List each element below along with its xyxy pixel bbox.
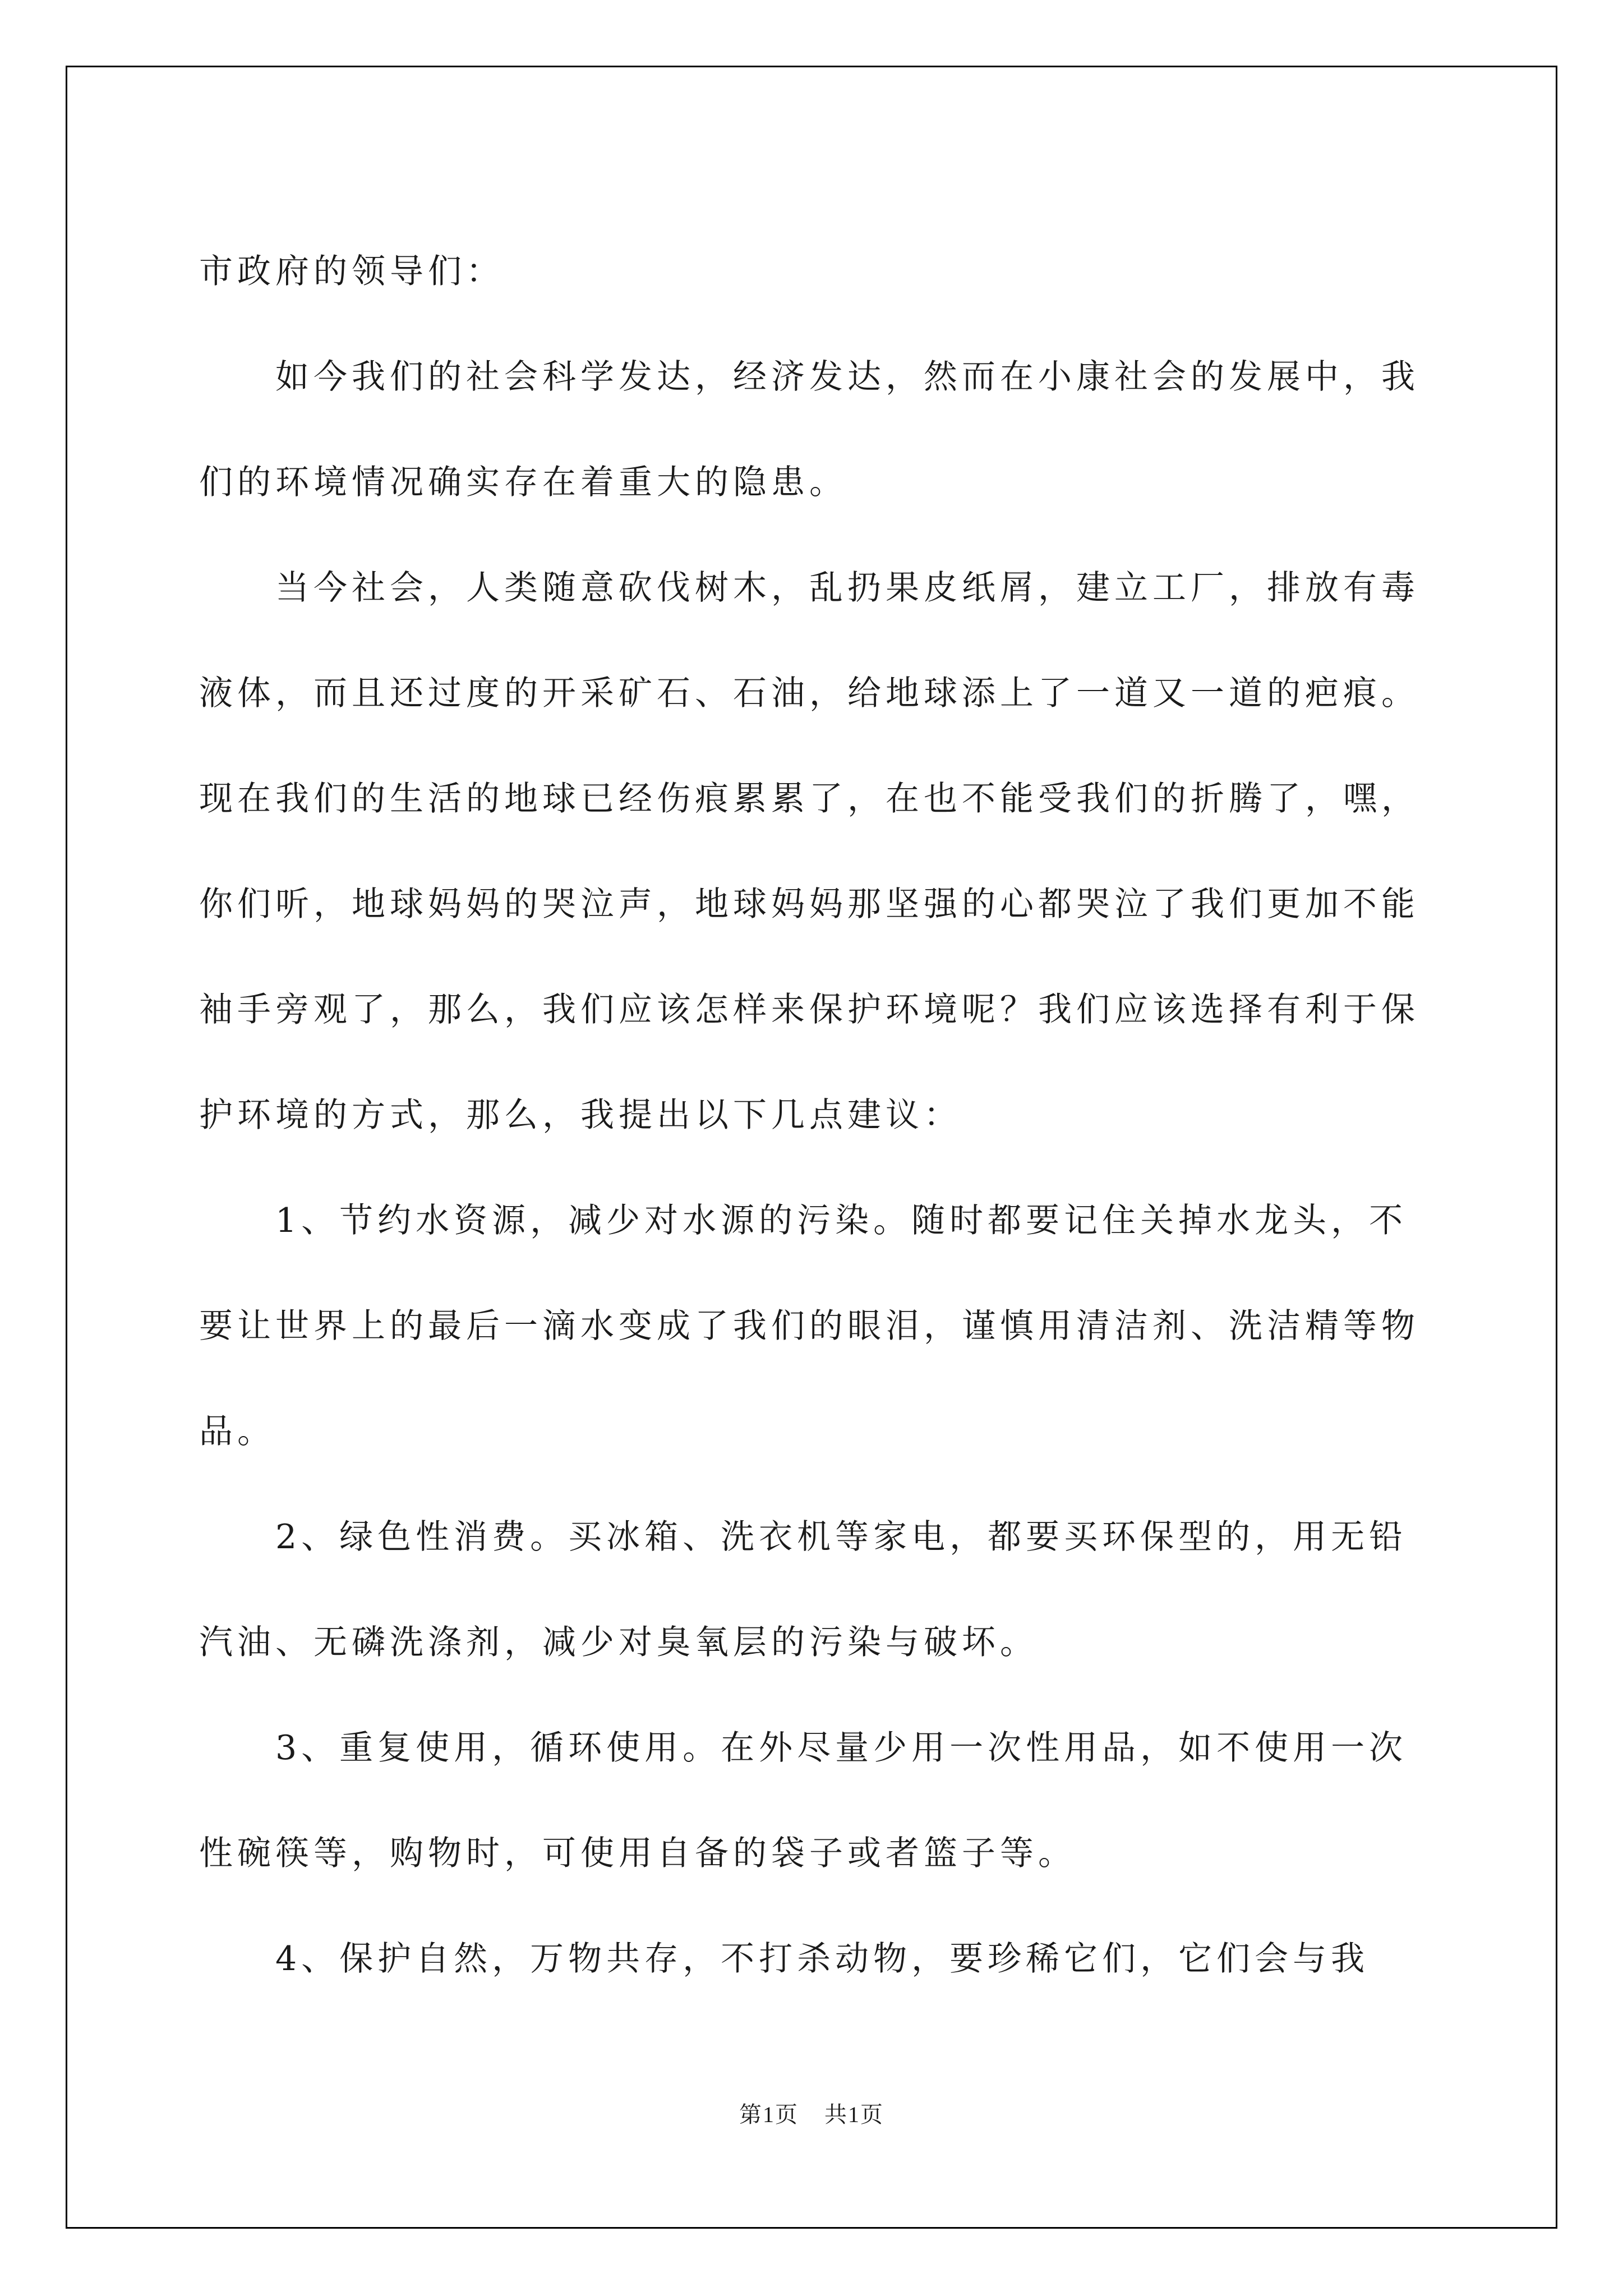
page-total: 共1页 [824, 2102, 884, 2127]
document-body [199, 219, 1433, 2012]
salutation: 市政府的领导们： [199, 252, 504, 291]
paragraph-suggestion-2: 2、绿色性消费。买冰箱、洗衣机等家电，都要买环保型的，用无铅汽油、无磷洗涤剂，减少对臭氧层的污染与破坏。 [199, 1517, 1408, 1662]
page-number: 第1页 [739, 2102, 799, 2127]
paragraph-suggestion-3: 3、重复使用，循环使用。在外尽量少用一次性用品，如不使用一次性碗筷等，购物时，可使用自备的袋子或者篮子等。 [199, 1728, 1408, 1873]
paragraph-suggestion-4: 4、保护自然，万物共存，不打杀动物，要珍稀它们，它们会与我 [275, 1939, 1370, 1978]
page-footer [0, 2097, 1623, 2129]
paragraph-intro: 如今我们的社会科学发达，经济发达，然而在小康社会的发展中，我们的环境情况确实存在着重大的隐患。 [199, 357, 1419, 502]
paragraph-suggestion-1: 1、节约水资源，减少对水源的污染。随时都要记住关掉水龙头，不要让世界上的最后一滴水变成了我们的眼泪，谨慎用清洁剂、洗洁精等物品。 [199, 1201, 1419, 1451]
paragraph-problem: 当今社会，人类随意砍伐树木，乱扔果皮纸屑，建立工厂，排放有毒液体，而且还过度的开采矿石、石油，给地球添上了一道又一道的疤痕。现在我们的生活的地球已经伤痕累累了，在也不能受我们的折腾了，嘿，你们听，地球妈妈的哭泣声，地球妈妈那坚强的心都哭泣了我们更加不能袖手旁观了，那么，我们应该怎样来保护环境呢？我们应该选择有利于保护环境的方式，那么，我提出以下几点建议： [199, 568, 1419, 1135]
